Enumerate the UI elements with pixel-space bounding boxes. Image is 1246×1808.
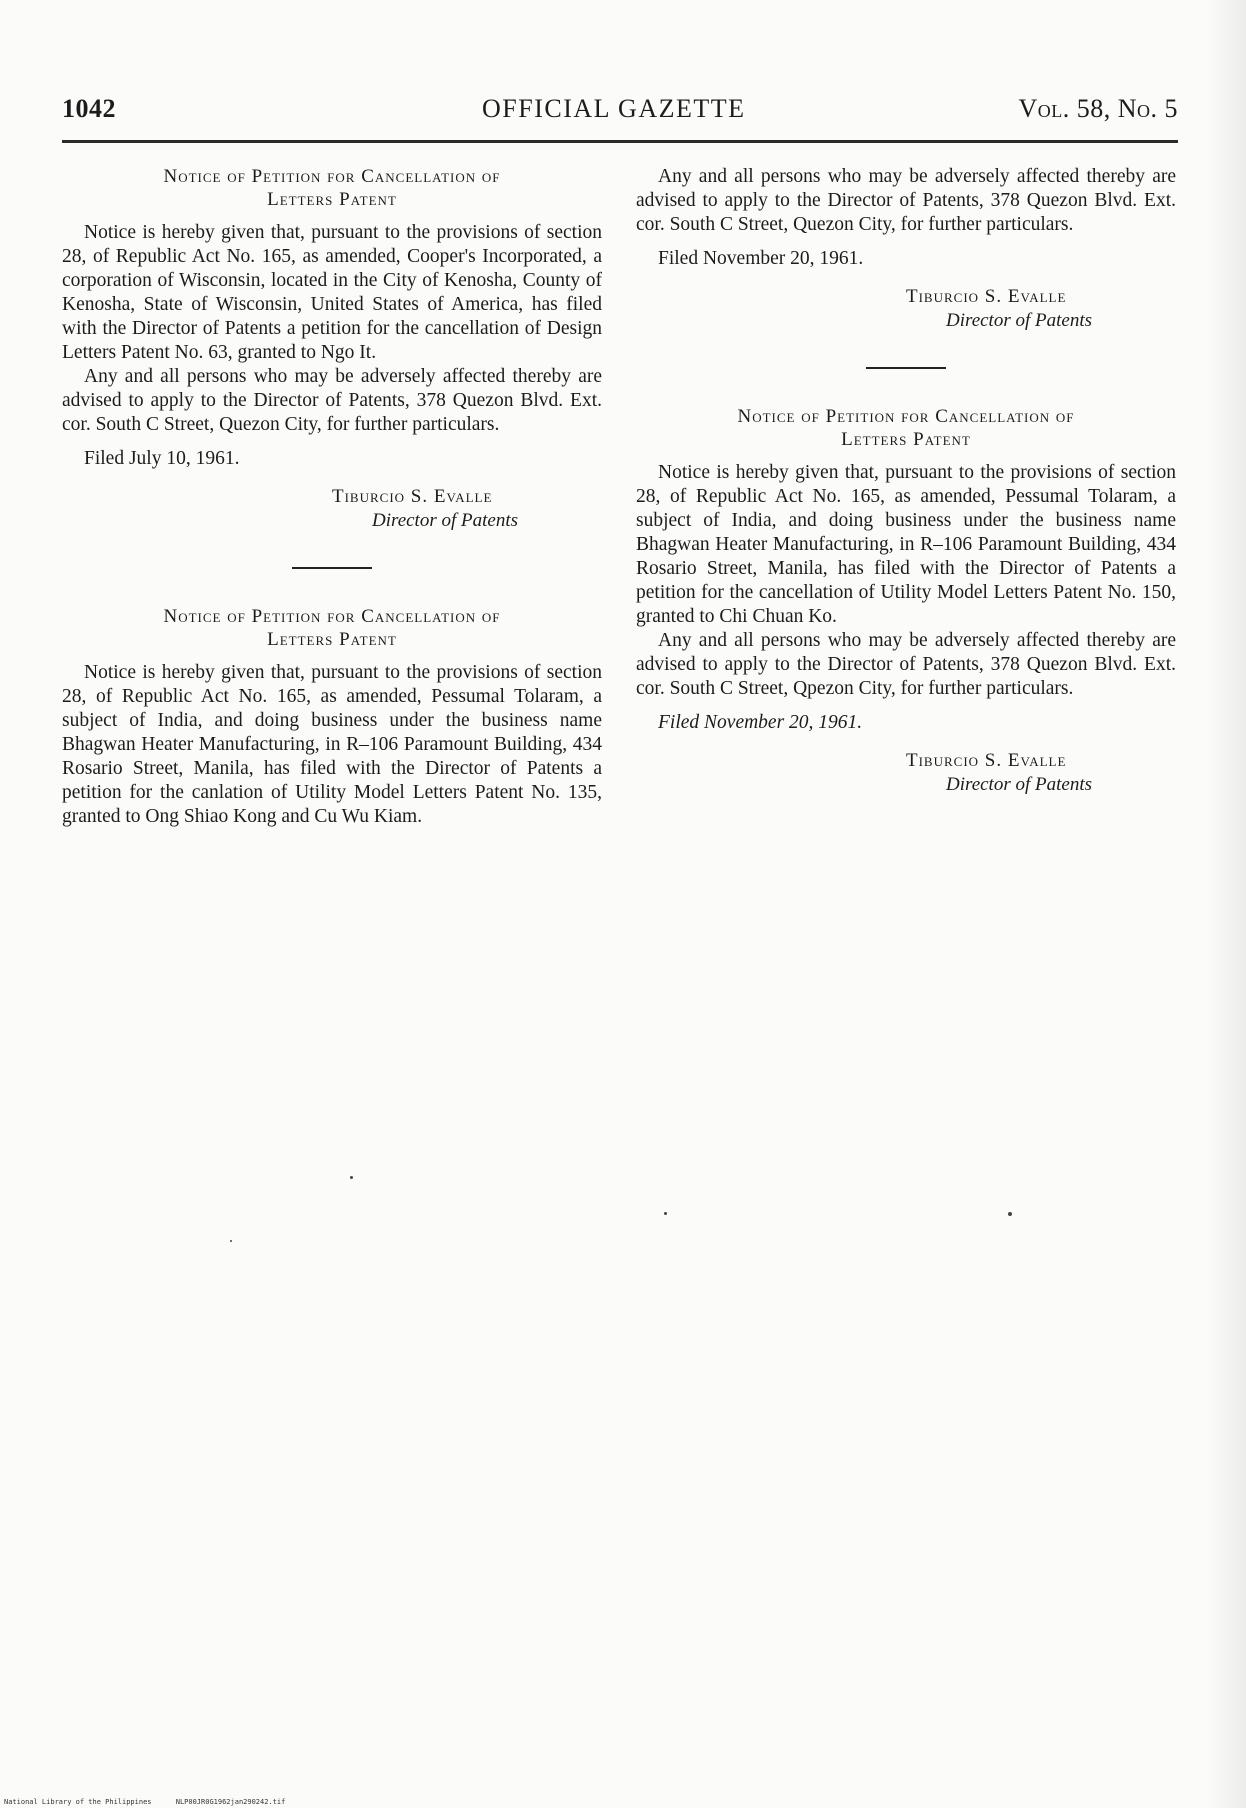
notice-title-line2: Letters Patent (267, 189, 397, 210)
signatory-name: Tiburcio S. Evalle (906, 286, 1067, 307)
notice-paragraph: Notice is hereby given that, pursuant to the provisions of section 28, of Republic Act No. 165, as amended, Pessumal Tolaram, a subject of India, and doing business under the business name Bhagwan Heater Manufacturing, in R–106 Paramount Building, 434 Rosario Street, Manila, has filed with the Director of Patents a petition for the cancellation of Utility Model Letters Patent No. 150, granted to Chi Chuan Ko. (636, 462, 1176, 627)
notice-title-line1: Notice of Petition for Cancellation of (737, 406, 1075, 427)
right-column (636, 165, 1176, 803)
signatory-title: Director of Patents (946, 774, 1092, 795)
notice-title-line1: Notice of Petition for Cancellation of (163, 166, 501, 187)
library-credit: National Library of the Philippines (4, 1798, 152, 1806)
file-id: NLP00JR0G1962jan290242.tif (175, 1798, 286, 1806)
signatory-name: Tiburcio S. Evalle (332, 486, 493, 507)
notice-title (636, 405, 1176, 451)
notice-paragraph: Any and all persons who may be adversely affected thereby are advised to apply to the Director of Patents, 378 Quezon Blvd. Ext. cor. South C Street, Quezon City, for further particulars. (636, 166, 1176, 235)
signatory-title: Director of Patents (946, 310, 1092, 331)
filed-date: Filed November 20, 1961. (658, 712, 863, 733)
notice-cancellation-utility-150 (636, 405, 1176, 797)
volume-number: Vol. 58, No. 5 (1018, 94, 1178, 123)
notice-title (62, 165, 602, 211)
scan-speck (664, 1212, 667, 1215)
filed-date: Filed July 10, 1961. (84, 448, 240, 469)
publication-title: OFFICIAL GAZETTE (482, 94, 746, 123)
page-edge-shading (1206, 0, 1246, 1808)
section-divider (292, 567, 372, 569)
signature-block (636, 285, 1176, 333)
page-header (62, 94, 1178, 134)
signatory-title: Director of Patents (372, 510, 518, 531)
scan-speck (350, 1176, 353, 1179)
notice-cancellation-design-63 (62, 165, 602, 533)
notice-paragraph: Notice is hereby given that, pursuant to the provisions of section 28, of Republic Act No. 165, as amended, Cooper's Incorporated, a corporation of Wisconsin, located in the City of Kenosha, County of Kenosha, State of Wisconsin, United States of America, has filed with the Director of Patents a petition for the cancellation of Design Letters Patent No. 63, granted to Ngo It. (62, 222, 602, 363)
scan-speck (230, 1240, 232, 1242)
notice-cancellation-utility-135 (62, 605, 602, 829)
notice-paragraph: Any and all persons who may be adversely affected thereby are advised to apply to the Director of Patents, 378 Quezon Blvd. Ext. cor. South C Street, Qpezon City, for further particulars. (636, 630, 1176, 699)
scan-footer (4, 1798, 305, 1806)
notice-title-line2: Letters Patent (841, 429, 971, 450)
scan-speck (1008, 1212, 1012, 1216)
section-divider (866, 367, 946, 369)
notice-paragraph: Any and all persons who may be adversely affected thereby are advised to apply to the Director of Patents, 378 Quezon Blvd. Ext. cor. South C Street, Quezon City, for further particulars. (62, 366, 602, 435)
filed-date: Filed November 20, 1961. (658, 248, 864, 269)
page-number: 1042 (62, 94, 116, 123)
notice-continuation (636, 165, 1176, 333)
signatory-name: Tiburcio S. Evalle (906, 750, 1067, 771)
signature-block (62, 485, 602, 533)
notice-title-line2: Letters Patent (267, 629, 397, 650)
notice-title (62, 605, 602, 651)
notice-paragraph: Notice is hereby given that, pursuant to the provisions of section 28, of Republic Act No. 165, as amended, Pessumal Tolaram, a subject of India, and doing business under the business name Bhagwan Heater Manufacturing, in R–106 Paramount Building, 434 Rosario Street, Manila, has filed with the Director of Patents a petition for the canlation of Utility Model Letters Patent No. 135, granted to Ong Shiao Kong and Cu Wu Kiam. (62, 662, 602, 827)
header-rule (62, 140, 1178, 143)
notice-title-line1: Notice of Petition for Cancellation of (163, 606, 501, 627)
left-column (62, 165, 602, 835)
signature-block (636, 749, 1176, 797)
